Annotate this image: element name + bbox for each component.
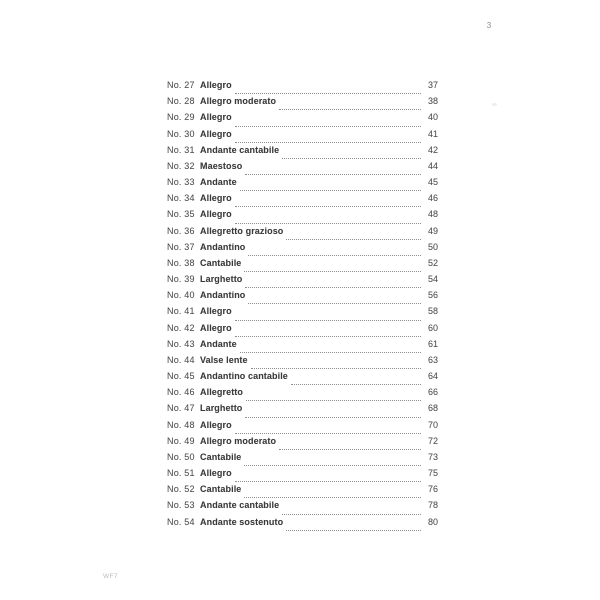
entry-number: No. 53 — [167, 500, 195, 511]
entry-page: 56 — [427, 290, 438, 301]
footer-plate-code: WF7 — [103, 573, 118, 580]
entry-page: 72 — [427, 435, 438, 446]
toc-entry — [167, 242, 438, 258]
scan-artifact — [492, 103, 497, 106]
entry-page: 73 — [427, 451, 438, 462]
entry-title: Andantino — [200, 290, 246, 301]
dot-leader — [235, 222, 421, 224]
toc-entry — [167, 274, 438, 290]
entry-page: 68 — [427, 403, 438, 414]
entry-number: No. 34 — [167, 193, 195, 204]
entry-page: 38 — [427, 96, 438, 107]
entry-number: No. 41 — [167, 306, 195, 317]
entry-title: Andante — [200, 177, 237, 188]
toc-entry — [167, 258, 438, 274]
entry-number: No. 37 — [167, 241, 195, 252]
entry-title: Allegro — [200, 322, 232, 333]
entry-number: No. 32 — [167, 160, 195, 171]
toc-entry — [167, 161, 438, 177]
dot-leader — [282, 157, 421, 159]
dot-leader — [245, 416, 421, 418]
dot-leader — [235, 432, 421, 434]
toc-entry — [167, 355, 438, 371]
dot-leader — [248, 302, 421, 304]
dot-leader — [240, 189, 421, 191]
dot-leader — [282, 513, 421, 515]
dot-leader — [286, 238, 421, 240]
entry-title: Allegro — [200, 112, 232, 123]
entry-title: Allegretto — [200, 387, 244, 398]
toc-entry — [167, 209, 438, 225]
entry-title: Cantabile — [200, 451, 242, 462]
entry-number: No. 49 — [167, 435, 195, 446]
entry-page: 80 — [427, 516, 438, 527]
dot-leader — [245, 286, 421, 288]
entry-title: Valse lente — [200, 354, 248, 365]
toc-entry — [167, 80, 438, 96]
page-number: 3 — [486, 21, 492, 30]
entry-number: No. 28 — [167, 96, 195, 107]
toc-entry — [167, 290, 438, 306]
entry-page: 37 — [427, 80, 438, 90]
dot-leader — [240, 351, 421, 353]
toc-entry — [167, 517, 438, 533]
entry-number: No. 47 — [167, 403, 195, 414]
dot-leader — [244, 496, 421, 498]
dot-leader — [235, 319, 421, 321]
dot-leader — [248, 254, 421, 256]
entry-page: 75 — [427, 468, 438, 479]
entry-page: 63 — [427, 354, 438, 365]
entry-page: 64 — [427, 371, 438, 382]
dot-leader — [245, 173, 421, 175]
entry-page: 44 — [427, 160, 438, 171]
toc-entry — [167, 226, 438, 242]
toc-entry — [167, 129, 438, 145]
entry-page: 61 — [427, 338, 438, 349]
dot-leader — [251, 367, 421, 369]
entry-number: No. 35 — [167, 209, 195, 220]
dot-leader — [235, 92, 421, 94]
entry-number: No. 27 — [167, 80, 195, 90]
entry-title: Andantino — [200, 241, 246, 252]
entry-title: Andante cantabile — [200, 500, 280, 511]
dot-leader — [279, 108, 421, 110]
entry-number: No. 46 — [167, 387, 195, 398]
entry-number: No. 45 — [167, 371, 195, 382]
toc-entry — [167, 403, 438, 419]
toc-list — [167, 80, 438, 533]
entry-title: Maestoso — [200, 160, 243, 171]
entry-title: Allegro — [200, 468, 232, 479]
entry-title: Andante — [200, 338, 237, 349]
entry-page: 42 — [427, 144, 438, 155]
entry-title: Andante cantabile — [200, 144, 280, 155]
entry-number: No. 30 — [167, 128, 195, 139]
toc-entry — [167, 371, 438, 387]
dot-leader — [246, 399, 421, 401]
entry-page: 58 — [427, 306, 438, 317]
entry-title: Allegro — [200, 419, 232, 430]
entry-number: No. 39 — [167, 274, 195, 285]
toc-entry — [167, 452, 438, 468]
entry-page: 45 — [427, 177, 438, 188]
entry-page: 76 — [427, 484, 438, 495]
entry-number: No. 29 — [167, 112, 195, 123]
entry-title: Allegretto grazioso — [200, 225, 284, 236]
dot-leader — [244, 270, 421, 272]
entry-title: Cantabile — [200, 257, 242, 268]
entry-title: Allegro — [200, 306, 232, 317]
toc-entry — [167, 96, 438, 112]
toc-entry — [167, 323, 438, 339]
entry-page: 66 — [427, 387, 438, 398]
entry-page: 50 — [427, 241, 438, 252]
entry-page: 48 — [427, 209, 438, 220]
entry-page: 40 — [427, 112, 438, 123]
entry-page: 54 — [427, 274, 438, 285]
entry-page: 46 — [427, 193, 438, 204]
entry-title: Allegro moderato — [200, 96, 277, 107]
entry-page: 49 — [427, 225, 438, 236]
entry-title: Andantino cantabile — [200, 371, 288, 382]
toc-entry — [167, 339, 438, 355]
entry-page: 70 — [427, 419, 438, 430]
dot-leader — [279, 448, 421, 450]
entry-number: No. 50 — [167, 451, 195, 462]
entry-number: No. 40 — [167, 290, 195, 301]
entry-title: Allegro — [200, 80, 232, 90]
toc-entry — [167, 112, 438, 128]
dot-leader — [235, 125, 421, 127]
entry-number: No. 38 — [167, 257, 195, 268]
dot-leader — [235, 480, 421, 482]
entry-page: 60 — [427, 322, 438, 333]
toc-entry — [167, 145, 438, 161]
dot-leader — [291, 383, 421, 385]
entry-title: Cantabile — [200, 484, 242, 495]
entry-title: Allegro moderato — [200, 435, 277, 446]
dot-leader — [235, 141, 421, 143]
entry-number: No. 44 — [167, 354, 195, 365]
toc-entry — [167, 500, 438, 516]
dot-leader — [235, 205, 421, 207]
toc-entry — [167, 420, 438, 436]
entry-title: Larghetto — [200, 403, 243, 414]
entry-number: No. 52 — [167, 484, 195, 495]
entry-title: Larghetto — [200, 274, 243, 285]
entry-page: 52 — [427, 257, 438, 268]
entry-number: No. 42 — [167, 322, 195, 333]
entry-number: No. 31 — [167, 144, 195, 155]
dot-leader — [286, 529, 421, 531]
toc-entry — [167, 387, 438, 403]
toc-entry — [167, 306, 438, 322]
toc-entry — [167, 177, 438, 193]
entry-title: Andante sostenuto — [200, 516, 284, 527]
entry-number: No. 43 — [167, 338, 195, 349]
toc-entry — [167, 468, 438, 484]
entry-page: 78 — [427, 500, 438, 511]
entry-title: Allegro — [200, 128, 232, 139]
entry-number: No. 51 — [167, 468, 195, 479]
entry-number: No. 36 — [167, 225, 195, 236]
toc-entry — [167, 484, 438, 500]
entry-number: No. 54 — [167, 516, 195, 527]
entry-page: 41 — [427, 128, 438, 139]
entry-number: No. 33 — [167, 177, 195, 188]
entry-title: Allegro — [200, 193, 232, 204]
dot-leader — [235, 335, 421, 337]
toc-entry — [167, 436, 438, 452]
entry-title: Allegro — [200, 209, 232, 220]
toc-entry — [167, 193, 438, 209]
dot-leader — [244, 464, 421, 466]
entry-number: No. 48 — [167, 419, 195, 430]
